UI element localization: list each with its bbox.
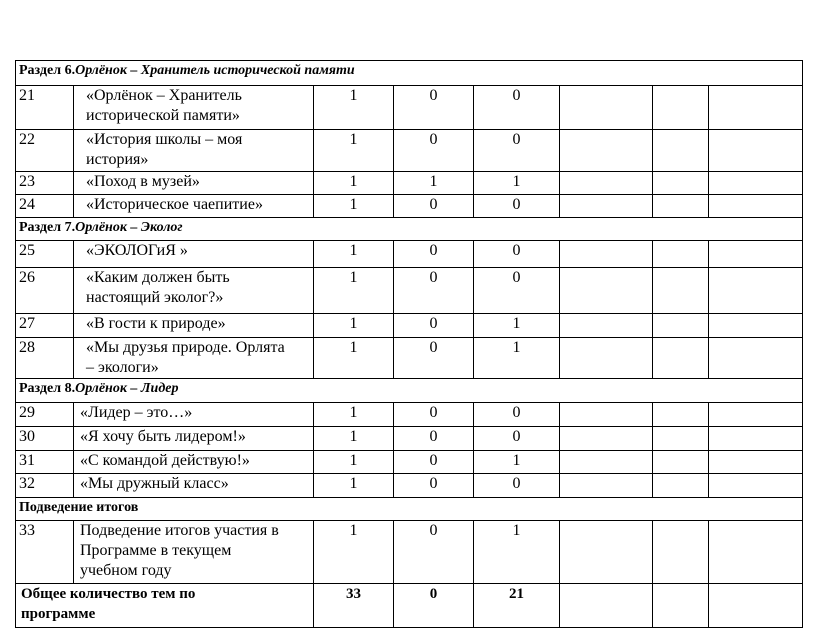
table-row: 33 Подведение итогов участия в Программе в текущем учебном году 1 0 1 xyxy=(16,521,803,584)
curriculum-table xyxy=(15,60,803,628)
table-row: 25 «ЭКОЛОГиЯ » 1 0 0 xyxy=(16,241,803,268)
total-label: Общее количество тем по программе xyxy=(16,584,314,628)
section-7-header: Раздел 7.Орлёнок – Эколог xyxy=(16,218,803,241)
section-row xyxy=(16,61,803,86)
section-6-header: Раздел 6.Орлёнок – Хранитель исторической памяти xyxy=(16,61,803,86)
section-row xyxy=(16,379,803,403)
table-row: 29 «Лидер – это…» 1 0 0 xyxy=(16,403,803,427)
total-a: 33 xyxy=(314,584,394,628)
table-row: 30 «Я хочу быть лидером!» 1 0 0 xyxy=(16,427,803,451)
table-row: 27 «В гости к природе» 1 0 1 xyxy=(16,314,803,338)
table-row: 24 «Историческое чаепитие» 1 0 0 xyxy=(16,195,803,218)
table-row: 32 «Мы дружный класс» 1 0 0 xyxy=(16,474,803,498)
table-row: 23 «Поход в музей» 1 1 1 xyxy=(16,172,803,195)
table-row: 26 «Каким должен быть настоящий эколог?» 1 0 0 xyxy=(16,268,803,314)
table-row: 31 «С командой действую!» 1 0 1 xyxy=(16,451,803,474)
summary-section-header: Подведение итогов xyxy=(16,498,803,521)
total-row xyxy=(16,584,803,628)
section-8-header: Раздел 8.Орлёнок – Лидер xyxy=(16,379,803,403)
table-row: 28 «Мы друзья природе. Орлята – экологи» 1 0 1 xyxy=(16,338,803,379)
section-row xyxy=(16,498,803,521)
table-row: 21 «Орлёнок – Хранитель исторической памяти» 1 0 0 xyxy=(16,86,803,130)
total-b: 0 xyxy=(394,584,474,628)
section-row xyxy=(16,218,803,241)
total-c: 21 xyxy=(474,584,560,628)
table-row: 22 «История школы – моя история» 1 0 0 xyxy=(16,130,803,172)
